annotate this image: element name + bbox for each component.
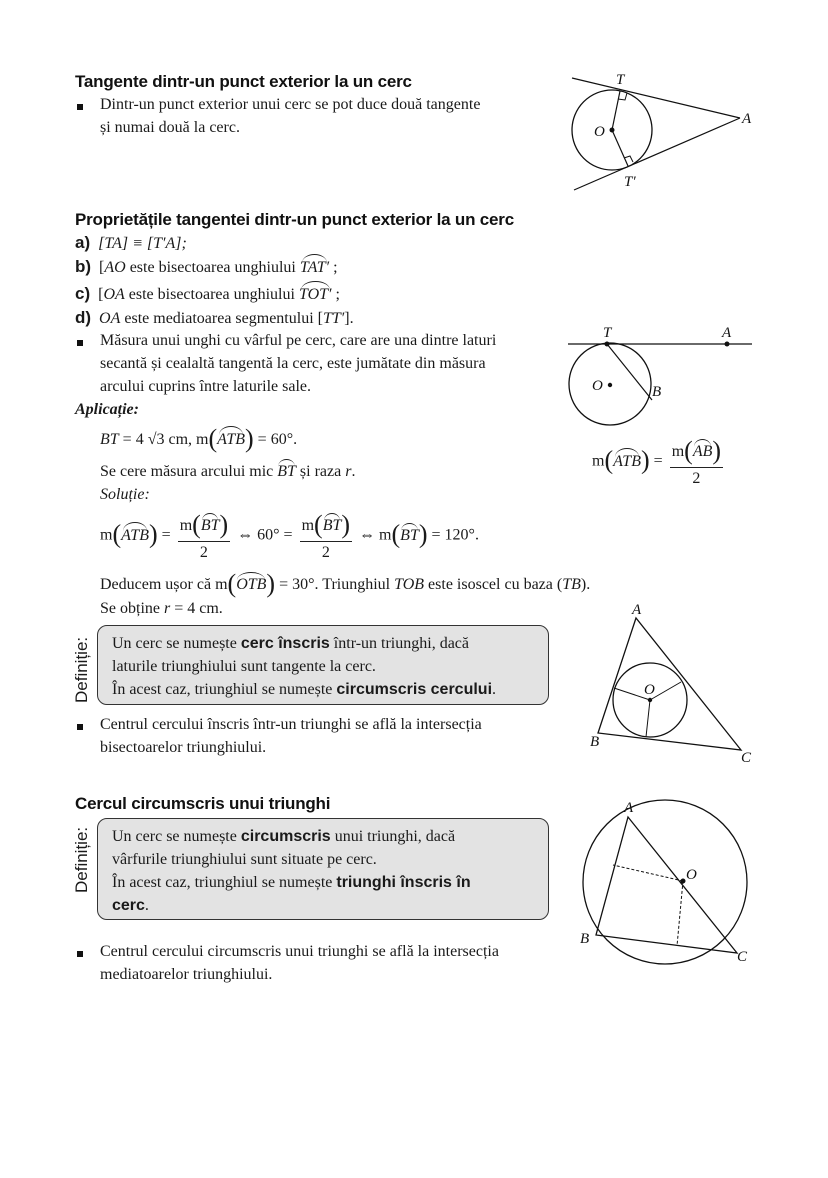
bullet-text: și numai două la cerc. xyxy=(100,119,240,136)
diagram-tangent-secant-angle xyxy=(560,322,760,432)
solution-equation: m(ATB) = $\frac{m(BT)}{2}$ ⇔ 60° = $\frac{m(BT)}{2}$ ⇔ m(BT) = 120°. xyxy=(100,510,479,561)
bullet-text: Centrul cercului circumscris unui triunghi se află la intersecția xyxy=(100,943,499,960)
bullet-text: arcului cuprins între laturile sale. xyxy=(100,378,312,395)
label-B: B xyxy=(590,734,600,750)
label-C: C xyxy=(741,750,752,766)
property-d: d) OA este mediatoarea segmentului [TT′]. xyxy=(75,308,354,327)
label-T: T xyxy=(616,72,625,88)
label-O: O xyxy=(686,867,697,883)
label-A: A xyxy=(624,800,634,816)
label-T-prime: T′ xyxy=(624,174,636,190)
solution-label: Soluție: xyxy=(100,486,150,503)
label-B: B xyxy=(580,931,590,947)
bullet-text: Centrul cercului înscris într-un triunghi se află la intersecția xyxy=(100,716,482,733)
label-A: A xyxy=(632,602,642,618)
application-title: Aplicație: xyxy=(75,401,139,418)
bullet-marker xyxy=(77,340,83,346)
label-C: C xyxy=(737,949,748,965)
label-A: A xyxy=(722,325,732,341)
label-O: O xyxy=(644,682,655,698)
bullet-marker xyxy=(77,104,83,110)
bullet-marker xyxy=(77,951,83,957)
bullet-text: mediatoarelor triunghiului. xyxy=(100,966,273,983)
deduction-line: Deducem ușor că m(OTB) = 30°. Triunghiul TOB este isoscel cu baza (TB). xyxy=(100,569,591,598)
property-b: b) [AO este bisectoarea unghiului TAT′ ; xyxy=(75,257,338,276)
definition-box-inscribed-circle: Un cerc se numește cerc înscris într-un triunghi, dacă laturile triunghiului sunt tangente la cerc. În acest caz, triunghiul se numește circumscris cercului. xyxy=(97,625,549,705)
formula-angle-half-arc: m(ATB) = $\frac{m(AB)}{2}$ xyxy=(592,436,722,487)
label-B: B xyxy=(652,384,662,400)
bullet-text: bisectoarelor triunghiului. xyxy=(100,739,267,756)
label-O: O xyxy=(594,124,605,140)
bullet-text: Dintr-un punct exterior unui cerc se pot duce două tangente xyxy=(100,96,481,113)
section-title-circumscribed: Cercul circumscris unui triunghi xyxy=(75,794,331,813)
label-O: O xyxy=(592,378,603,394)
property-c: c) [OA este bisectoarea unghiului TOT′ ; xyxy=(75,284,340,303)
diagram-circumscribed-circle xyxy=(570,795,760,975)
label-T: T xyxy=(603,325,612,341)
section-title-tangents: Tangente dintr-un punct exterior la un cerc xyxy=(75,72,412,91)
definition-label: Definiție: xyxy=(72,636,91,703)
section-title-properties: Proprietățile tangentei dintr-un punct exterior la un cerc xyxy=(75,210,514,229)
bullet-text: Măsura unui unghi cu vârful pe cerc, care are una dintre laturi xyxy=(100,332,497,349)
application-given: BT = 4 √3 cm, m(ATB) = 60°. xyxy=(100,424,298,453)
diagram-tangents-from-exterior-point xyxy=(560,68,760,198)
property-a: a) [TA] ≡ [T′A]; xyxy=(75,233,187,252)
result-line: Se obține r = 4 cm. xyxy=(100,600,223,617)
diagram-inscribed-circle xyxy=(580,600,760,770)
bullet-text: secantă și cealaltă tangentă la cerc, este jumătate din măsura xyxy=(100,355,486,372)
bullet-marker xyxy=(77,724,83,730)
definition-box-circumscribed-circle: Un cerc se numește circumscris unui triunghi, dacă vârfurile triunghiului sunt situate pe cerc. În acest caz, triunghiul se numește triunghi înscris în cerc. xyxy=(97,818,549,920)
definition-label: Definiție: xyxy=(72,826,91,893)
label-A: A xyxy=(742,111,752,127)
application-question: Se cere măsura arcului mic BT și raza r. xyxy=(100,463,356,480)
